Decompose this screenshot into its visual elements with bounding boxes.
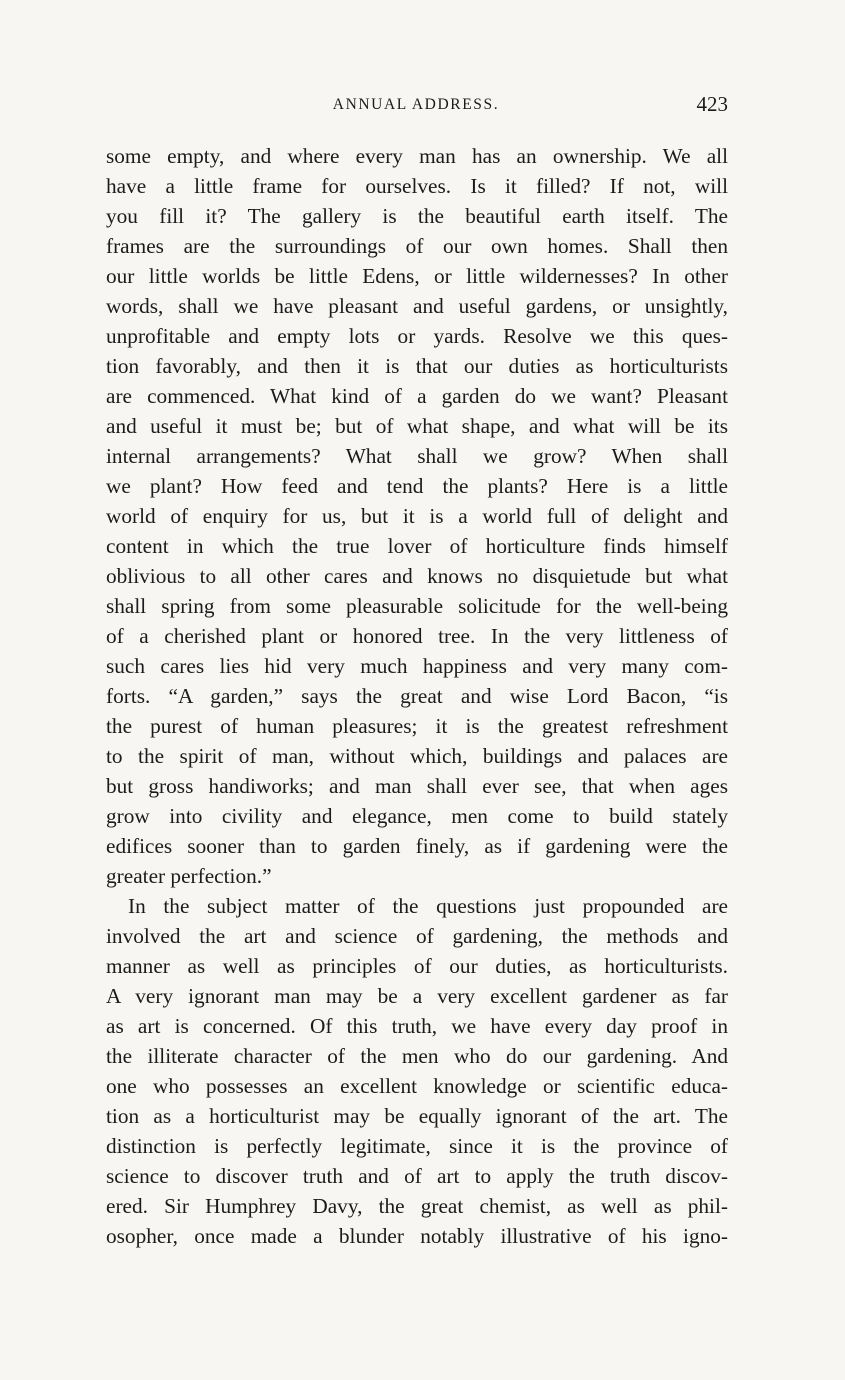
text-line: edifices sooner than to garden finely, as if gardening were the xyxy=(106,834,728,858)
text-line: content in which the true lover of horticulture finds himself xyxy=(106,534,728,558)
paragraph-2 xyxy=(106,891,728,1251)
text-line: you fill it? The gallery is the beautiful earth itself. The xyxy=(106,204,728,228)
text-line: A very ignorant man may be a very excellent gardener as far xyxy=(106,984,728,1008)
text-line: In the subject matter of the questions just propounded are xyxy=(128,894,728,918)
page-number: 423 xyxy=(696,92,728,116)
text-line: have a little frame for ourselves. Is it filled? If not, will xyxy=(106,174,728,198)
text-line: one who possesses an excellent knowledge or scientific educa- xyxy=(106,1074,728,1098)
text-line: unprofitable and empty lots or yards. Resolve we this ques- xyxy=(106,324,728,348)
text-line: distinction is perfectly legitimate, since it is the province of xyxy=(106,1134,728,1158)
text-line: and useful it must be; but of what shape, and what will be its xyxy=(106,414,728,438)
text-line: of a cherished plant or honored tree. In the very littleness of xyxy=(106,624,728,648)
text-line: words, shall we have pleasant and useful gardens, or unsightly, xyxy=(106,294,728,318)
text-line: oblivious to all other cares and knows no disquietude but what xyxy=(106,564,728,588)
text-line: we plant? How feed and tend the plants? Here is a little xyxy=(106,474,728,498)
text-line: ered. Sir Humphrey Davy, the great chemist, as well as phil- xyxy=(106,1194,728,1218)
text-line: some empty, and where every man has an ownership. We all xyxy=(106,144,728,168)
text-line: world of enquiry for us, but it is a world full of delight and xyxy=(106,504,728,528)
text-line: the purest of human pleasures; it is the greatest refreshment xyxy=(106,714,728,738)
text-line: the illiterate character of the men who do our gardening. And xyxy=(106,1044,728,1068)
text-line: as art is concerned. Of this truth, we have every day proof in xyxy=(106,1014,728,1038)
text-line: osopher, once made a blunder notably illustrative of his igno- xyxy=(106,1224,728,1248)
text-line: science to discover truth and of art to apply the truth discov- xyxy=(106,1164,728,1188)
body-text xyxy=(106,141,728,1251)
text-line: to the spirit of man, without which, buildings and palaces are xyxy=(106,744,728,768)
text-line: shall spring from some pleasurable solicitude for the well-being xyxy=(106,594,728,618)
text-line: tion as a horticulturist may be equally ignorant of the art. The xyxy=(106,1104,728,1128)
text-line: involved the art and science of gardening, the methods and xyxy=(106,924,728,948)
text-line: tion favorably, and then it is that our duties as horticulturists xyxy=(106,354,728,378)
text-line: our little worlds be little Edens, or little wildernesses? In other xyxy=(106,264,728,288)
paragraph-1 xyxy=(106,141,728,891)
text-line: frames are the surroundings of our own homes. Shall then xyxy=(106,234,728,258)
text-line: forts. “A garden,” says the great and wise Lord Bacon, “is xyxy=(106,684,728,708)
text-line: internal arrangements? What shall we grow? When shall xyxy=(106,444,728,468)
text-line: such cares lies hid very much happiness and very many com- xyxy=(106,654,728,678)
text-line: are commenced. What kind of a garden do we want? Pleasant xyxy=(106,384,728,408)
text-line: greater perfection.” xyxy=(106,864,272,888)
text-line: grow into civility and elegance, men come to build stately xyxy=(106,804,728,828)
running-title: ANNUAL ADDRESS. xyxy=(332,96,500,113)
text-line: manner as well as principles of our duties, as horticulturists. xyxy=(106,954,728,978)
running-head xyxy=(104,92,728,122)
text-line: but gross handiworks; and man shall ever see, that when ages xyxy=(106,774,728,798)
